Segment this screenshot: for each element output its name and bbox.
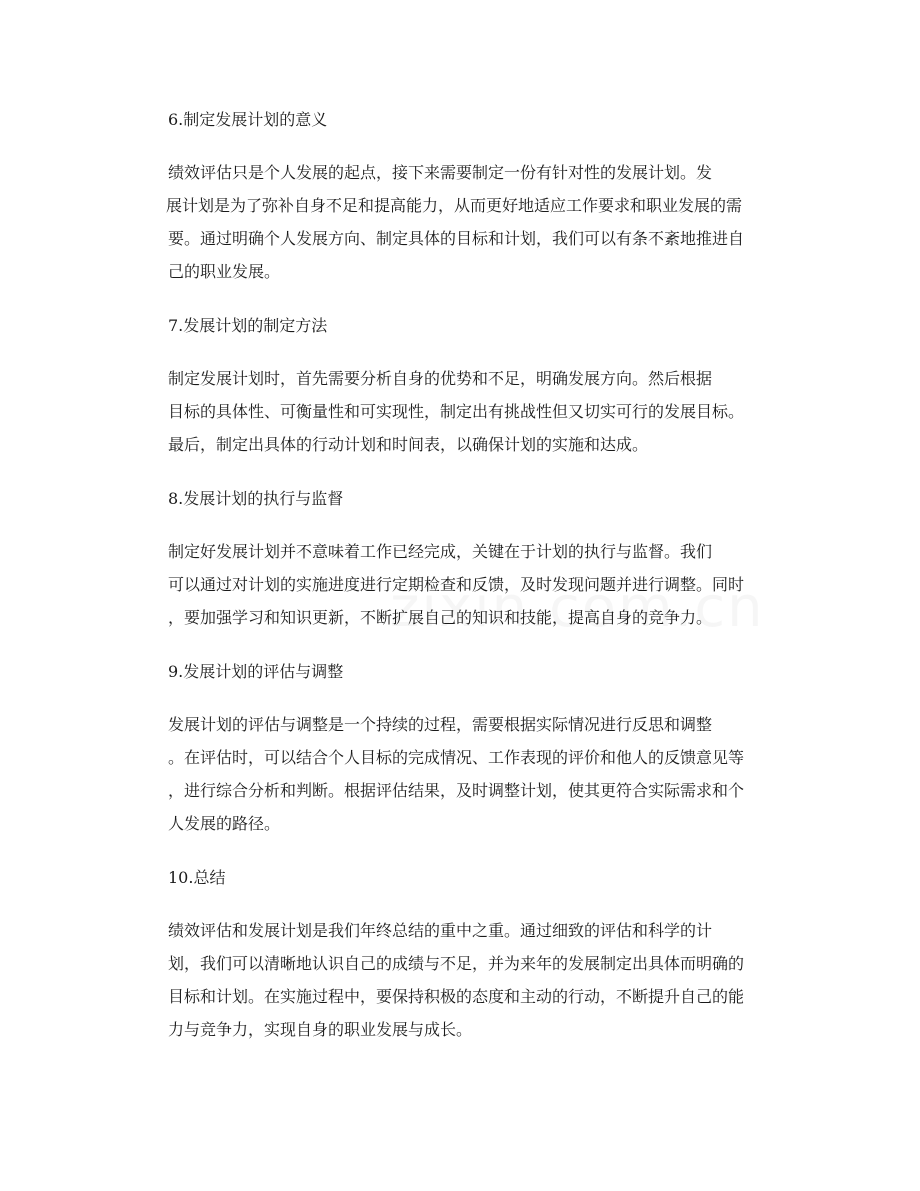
section-paragraph-8 [168, 535, 808, 634]
paragraph-line: 可以通过对计划的实施进度进行定期检查和反馈，及时发现问题并进行调整。同时 [168, 575, 745, 594]
section-heading-8: 8.发展计划的执行与监督 [168, 489, 344, 508]
section-paragraph-10 [168, 914, 808, 1046]
section-heading-10: 10.总结 [168, 868, 226, 887]
paragraph-line: 绩效评估和发展计划是我们年终总结的重中之重。通过细致的评估和科学的计 [168, 921, 713, 940]
paragraph-line: 力与竞争力，实现自身的职业发展与成长。 [168, 1020, 473, 1039]
section-paragraph-6 [168, 156, 808, 288]
section-heading-7: 7.发展计划的制定方法 [168, 316, 328, 335]
paragraph-line: 。在评估时，可以结合个人目标的完成情况、工作表现的评价和他人的反馈意见等 [168, 748, 745, 767]
paragraph-line: 制定好发展计划并不意味着工作已经完成，关键在于计划的执行与监督。我们 [168, 542, 713, 561]
section-heading-6: 6.制定发展计划的意义 [168, 110, 328, 129]
section-heading-9: 9.发展计划的评估与调整 [168, 662, 344, 681]
paragraph-line: 展计划是为了弥补自身不足和提高能力，从而更好地适应工作要求和职业发展的需 [166, 196, 743, 215]
section-paragraph-9 [168, 708, 808, 840]
paragraph-line: 要。通过明确个人发展方向、制定具体的目标和计划，我们可以有条不紊地推进自 [168, 229, 745, 248]
paragraph-line: ，要加强学习和知识更新，不断扩展自己的知识和技能，提高自身的竞争力。 [168, 608, 713, 627]
paragraph-line: 己的职业发展。 [168, 262, 281, 281]
paragraph-line: 人发展的路径。 [168, 814, 281, 833]
paragraph-line: 划，我们可以清晰地认识自己的成绩与不足，并为来年的发展制定出具体而明确的 [168, 954, 745, 973]
paragraph-line: 目标的具体性、可衡量性和可实现性，制定出有挑战性但又切实可行的发展目标。 [168, 402, 745, 421]
paragraph-line: 目标和计划。在实施过程中，要保持积极的态度和主动的行动，不断提升自己的能 [168, 987, 745, 1006]
paragraph-line: 最后，制定出具体的行动计划和时间表，以确保计划的实施和达成。 [168, 435, 649, 454]
paragraph-line: 绩效评估只是个人发展的起点，接下来需要制定一份有针对性的发展计划。发 [168, 163, 713, 182]
paragraph-line: ，进行综合分析和判断。根据评估结果，及时调整计划，使其更符合实际需求和个 [168, 781, 745, 800]
paragraph-line: 发展计划的评估与调整是一个持续的过程，需要根据实际情况进行反思和调整 [168, 715, 713, 734]
document-body [168, 103, 808, 1067]
paragraph-line: 制定发展计划时，首先需要分析自身的优势和不足，明确发展方向。然后根据 [168, 369, 713, 388]
section-paragraph-7 [168, 362, 808, 461]
